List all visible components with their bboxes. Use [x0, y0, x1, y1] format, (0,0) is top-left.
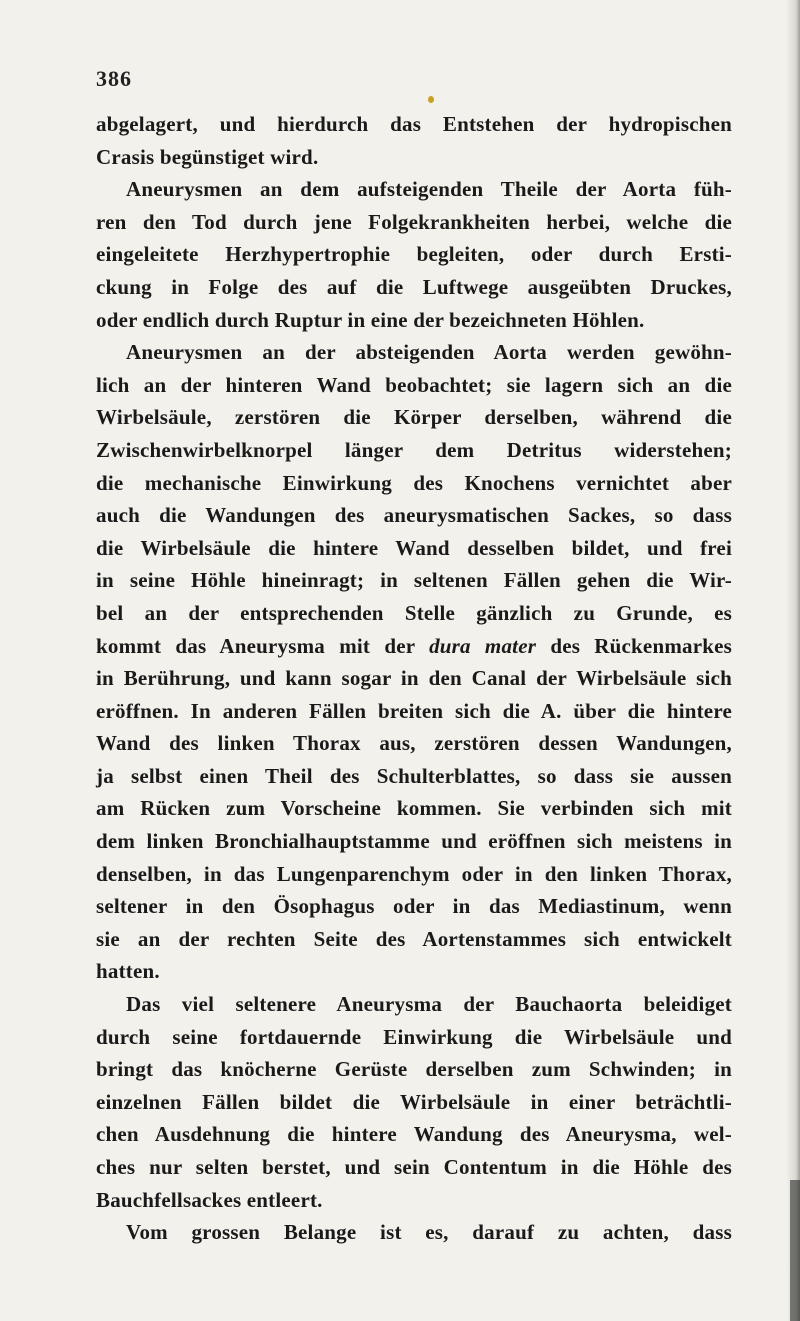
- text-line: hatten.: [96, 959, 160, 984]
- text-line: [96, 630, 732, 663]
- italic-term: dura mater: [429, 633, 537, 658]
- text-line: die Wirbelsäule die hintere Wand desselben bildet, und frei: [96, 535, 732, 560]
- text-segment: kommt das Aneurysma mit der: [96, 633, 430, 658]
- text-line: abgelagert, und hierdurch das Entstehen der hydropischen: [96, 112, 732, 136]
- page-edge-shadow: [786, 0, 800, 1321]
- text-line: einzelnen Fällen bildet die Wirbelsäule in einer beträchtli-: [96, 1089, 732, 1114]
- text-line: die mechanische Einwirkung des Knochens vernichtet aber: [96, 470, 732, 495]
- text-line: lich an der hinteren Wand beobachtet; sie lagern sich an die: [96, 372, 732, 397]
- text-line: ckung in Folge des auf die Luftwege ausgeübten Druckes,: [96, 274, 732, 299]
- print-speck: [428, 96, 434, 103]
- text-line: oder endlich durch Ruptur in eine der bezeichneten Höhlen.: [96, 307, 645, 332]
- text-line: bel an der entsprechenden Stelle gänzlich zu Grunde, es: [96, 600, 732, 625]
- text-line: eröffnen. In anderen Fällen breiten sich die A. über die hintere: [96, 698, 732, 723]
- text-line: Bauchfellsackes entleert.: [96, 1187, 323, 1212]
- text-line: dem linken Bronchialhauptstamme und eröffnen sich meistens in: [96, 829, 732, 854]
- body-text: [96, 108, 732, 1249]
- text-line: Das viel seltenere Aneurysma der Bauchaorta beleidiget: [126, 992, 732, 1017]
- text-segment: des Rückenmarkes: [536, 633, 733, 658]
- text-line: durch seine fortdauernde Einwirkung die Wirbelsäule und: [96, 1024, 732, 1049]
- text-line: Aneurysmen an der absteigenden Aorta werden gewöhn-: [126, 340, 732, 365]
- text-line: ren den Tod durch jene Folgekrankheiten herbei, welche die: [96, 209, 732, 234]
- text-line: Vom grossen Belange ist es, darauf zu achten, dass: [126, 1220, 732, 1245]
- text-line: Zwischenwirbelknorpel länger dem Detritus widerstehen;: [96, 437, 732, 462]
- text-line: ja selbst einen Theil des Schulterblattes, so dass sie aussen: [96, 763, 732, 788]
- text-line: seltener in den Ösophagus oder in das Mediastinum, wenn: [96, 894, 732, 919]
- text-line: in Berührung, und kann sogar in den Canal der Wirbelsäule sich: [96, 666, 732, 691]
- page-number: 386: [96, 66, 132, 91]
- text-line: Wand des linken Thorax aus, zerstören dessen Wandungen,: [96, 731, 732, 756]
- text-line: auch die Wandungen des aneurysmatischen Sackes, so dass: [96, 503, 732, 528]
- text-line: chen Ausdehnung die hintere Wandung des Aneurysma, wel-: [96, 1122, 732, 1147]
- text-line: Aneurysmen an dem aufsteigenden Theile der Aorta füh-: [126, 177, 732, 202]
- text-line: Crasis begünstiget wird.: [96, 144, 319, 169]
- page-edge-dark: [790, 1180, 800, 1321]
- text-line: sie an der rechten Seite des Aortenstammes sich entwickelt: [96, 926, 732, 951]
- text-line: eingeleitete Herzhypertrophie begleiten, oder durch Ersti-: [96, 242, 732, 267]
- text-line: bringt das knöcherne Gerüste derselben zum Schwinden; in: [96, 1057, 732, 1082]
- text-line: denselben, in das Lungenparenchym oder in den linken Thorax,: [96, 861, 732, 886]
- text-line: am Rücken zum Vorscheine kommen. Sie verbinden sich mit: [96, 796, 732, 821]
- text-line: ches nur selten berstet, und sein Contentum in die Höhle des: [96, 1155, 732, 1179]
- text-line: Wirbelsäule, zerstören die Körper derselben, während die: [96, 405, 732, 430]
- text-line: in seine Höhle hineinragt; in seltenen Fällen gehen die Wir-: [96, 568, 732, 593]
